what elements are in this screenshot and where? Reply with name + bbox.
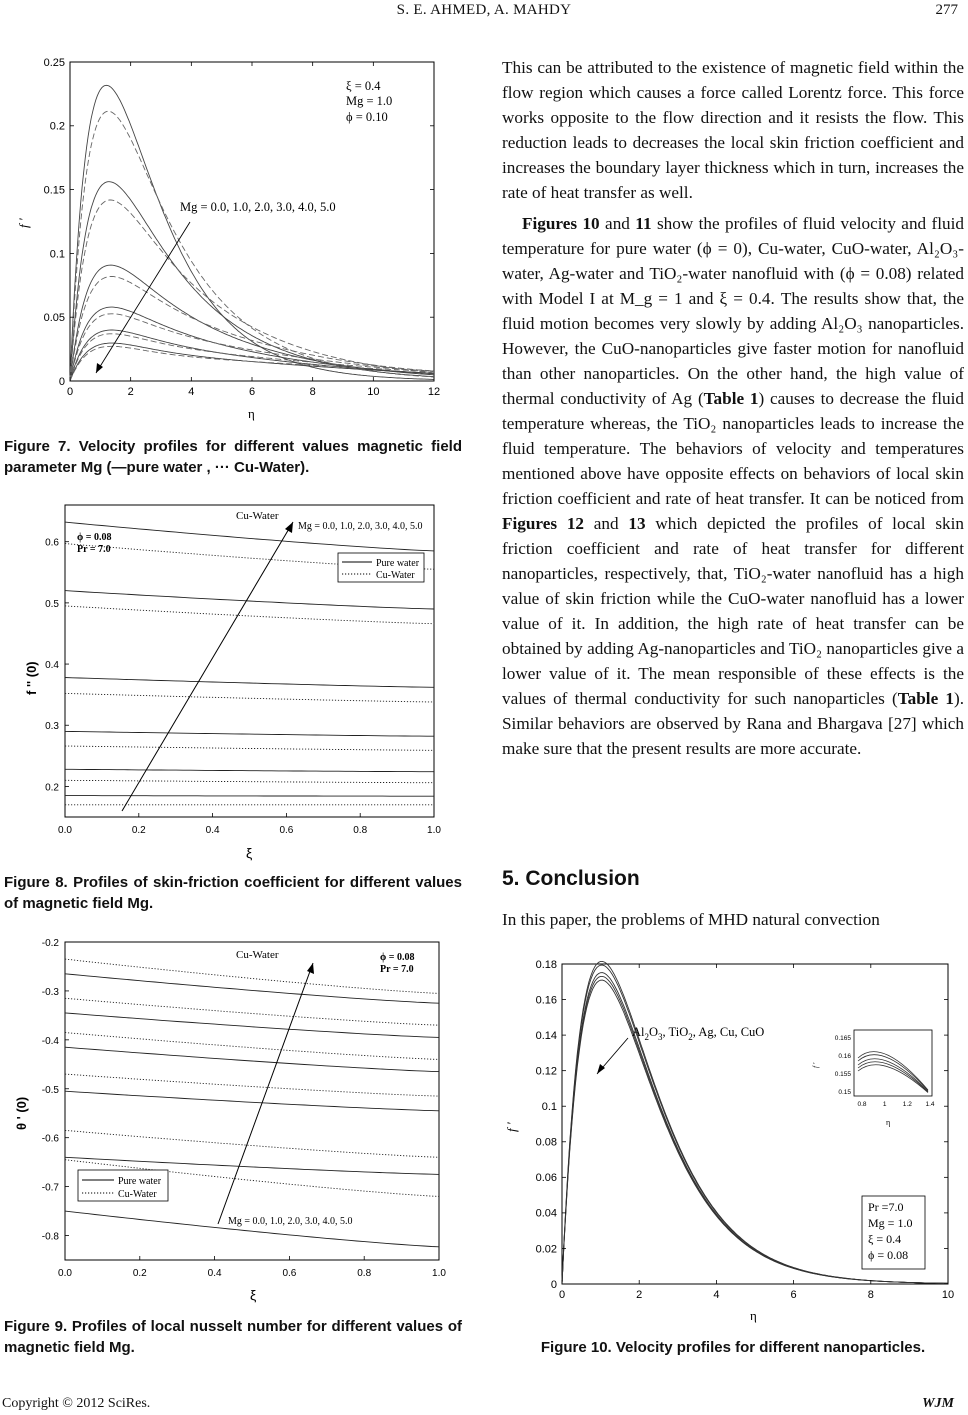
figure-10-plot xyxy=(500,950,966,1335)
fig10-param-1: Mg = 1.0 xyxy=(868,1216,913,1230)
page-number: 277 xyxy=(935,2,958,18)
inset-y-tick-label: 0.165 xyxy=(834,1035,851,1042)
inset-x-tick-label: 1.4 xyxy=(925,1101,935,1108)
fig7-curve-pure xyxy=(70,265,434,381)
x-tick-label: 0.8 xyxy=(357,1268,372,1279)
x-tick-label: 0.6 xyxy=(282,1268,297,1279)
inset-y-tick-label: 0.155 xyxy=(834,1071,851,1078)
x-tick-label: 2 xyxy=(127,386,134,398)
y-tick-label: 0.02 xyxy=(535,1243,557,1256)
x-tick-label: 0.6 xyxy=(279,825,294,836)
fig8-param-0: ϕ = 0.08 xyxy=(77,532,112,543)
x-tick-label: 1.0 xyxy=(427,825,441,836)
x-tick-label: 12 xyxy=(427,386,441,398)
y-tick-label: 0 xyxy=(58,375,65,388)
fig8-xlabel: ξ xyxy=(246,845,253,861)
inset-y-tick-label: 0.16 xyxy=(838,1053,851,1060)
paragraph-1: This can be attributed to the existence of magnetic field within the flow region which causes a force called Lorentz force. This force works opposite to the flow direction and it resists the flow. This reduction leads to decreases the local skin friction coefficient and increases the boundary layer thickness which in turn, increases the rate of heat transfer as well. xyxy=(502,58,964,202)
x-tick-label: 8 xyxy=(309,386,316,398)
x-tick-label: 0.2 xyxy=(132,1268,147,1279)
y-tick-label: -0.2 xyxy=(41,938,59,949)
fig7-curve-pure xyxy=(70,343,434,381)
y-tick-label: 0.15 xyxy=(43,184,65,197)
fig8-top-label: Cu-Water xyxy=(236,510,279,522)
y-tick-label: 0.12 xyxy=(535,1065,557,1078)
fig8-param-1: Pr = 7.0 xyxy=(77,544,111,555)
fig8-curve-pure xyxy=(65,731,434,736)
fig8-annotation: Mg = 0.0, 1.0, 2.0, 3.0, 4.0, 5.0 xyxy=(298,521,423,532)
fig9-annotation: Mg = 0.0, 1.0, 2.0, 3.0, 4.0, 5.0 xyxy=(228,1216,353,1227)
y-tick-label: -0.8 xyxy=(41,1231,59,1243)
x-tick-label: 0 xyxy=(558,1289,566,1301)
fig9-curve-cu xyxy=(65,1130,439,1157)
y-tick-label: 0.14 xyxy=(535,1029,557,1042)
y-tick-label: 0.2 xyxy=(49,120,65,133)
fig9-curve-pure xyxy=(65,974,439,1003)
fig8-curve-pure xyxy=(65,591,434,609)
fig7-curve-pure xyxy=(70,85,434,381)
conclusion-text: In this paper, the problems of MHD natural convection xyxy=(502,910,880,929)
x-tick-label: 10 xyxy=(367,386,380,398)
y-tick-label: -0.6 xyxy=(41,1133,59,1145)
fig8-curve-pure xyxy=(65,769,434,771)
body-text xyxy=(502,55,964,761)
fig10-param-2: ξ = 0.4 xyxy=(868,1232,902,1246)
fig10-xlabel: η xyxy=(750,1308,757,1323)
x-tick-label: 0.4 xyxy=(207,1268,222,1279)
fig8-curve-pure xyxy=(65,796,434,797)
x-tick-label: 6 xyxy=(248,386,256,398)
fig7-curve-pure xyxy=(70,330,434,381)
fig9-xlabel: ξ xyxy=(250,1287,257,1303)
x-tick-label: 6 xyxy=(790,1289,797,1301)
x-tick-label: 2 xyxy=(636,1289,643,1301)
fig10-ylabel: f ' xyxy=(504,1122,519,1132)
x-tick-label: 4 xyxy=(188,386,195,398)
fig9-curve-cu xyxy=(65,1074,439,1096)
inset-x-tick-label: 0.8 xyxy=(857,1101,867,1108)
fig8-legend xyxy=(338,553,424,582)
figure-9-caption: Figure 9. Profiles of local nusselt number for different values of magnetic field Mg. xyxy=(4,1318,462,1356)
y-tick-label: -0.7 xyxy=(41,1182,59,1194)
page-header xyxy=(0,2,968,22)
fig8-curve-cu xyxy=(65,606,434,624)
fig10-inset xyxy=(812,1030,935,1127)
figure-7-caption: Figure 7. Velocity profiles for different values magnetic field parameter Mg (—pure water , ··· Cu-Water). xyxy=(4,438,462,476)
fig10-inset-ylabel: f ' xyxy=(812,1062,820,1068)
x-tick-label: 0.0 xyxy=(58,825,72,836)
inset-x-tick-label: 1.2 xyxy=(902,1101,912,1108)
figure-7-plot xyxy=(10,50,480,430)
fig9-param-0: ϕ = 0.08 xyxy=(380,952,415,963)
x-tick-label: 10 xyxy=(941,1289,955,1301)
fig7-ylabel: f ' xyxy=(16,218,31,228)
y-tick-label: 0.06 xyxy=(535,1172,557,1185)
y-tick-label: 0.6 xyxy=(45,537,59,549)
fig7-param-0: ξ = 0.4 xyxy=(346,79,381,93)
y-tick-label: 0.4 xyxy=(45,660,59,672)
fig9-curve-cu xyxy=(65,998,439,1025)
fig9-arrowhead xyxy=(307,963,314,974)
inset-x-tick-label: 1 xyxy=(882,1101,887,1108)
fig8-curve-pure xyxy=(65,678,434,688)
fig10-param-0: Pr =7.0 xyxy=(868,1200,904,1214)
fig9-legend-0: Pure water xyxy=(118,1176,162,1187)
figure-8-caption: Figure 8. Profiles of skin-friction coefficient for different values of magnetic field Mg. xyxy=(4,874,462,912)
fig7-annotation: Mg = 0.0, 1.0, 2.0, 3.0, 4.0, 5.0 xyxy=(180,200,336,214)
fig8-ylabel: f '' (0) xyxy=(24,661,39,695)
fig8-curve-cu xyxy=(65,746,434,750)
fig9-ylabel: θ ' (0) xyxy=(14,1096,29,1130)
figure-8-plot xyxy=(10,495,480,870)
y-tick-label: -0.4 xyxy=(41,1035,59,1047)
fig8-arrow xyxy=(122,522,293,811)
y-tick-label: 0.04 xyxy=(535,1207,557,1220)
fig9-param-1: Pr = 7.0 xyxy=(380,964,414,975)
x-tick-label: 4 xyxy=(713,1289,720,1301)
x-tick-label: 1.0 xyxy=(432,1268,446,1279)
x-tick-label: 0.8 xyxy=(353,825,368,836)
fig7-param-2: ϕ = 0.10 xyxy=(346,110,388,124)
fig9-curve-pure xyxy=(65,1013,439,1038)
figure-9-plot xyxy=(10,930,480,1310)
y-tick-label: 0.3 xyxy=(45,721,59,733)
y-tick-label: 0.25 xyxy=(43,56,65,69)
x-tick-label: 0 xyxy=(66,386,74,398)
y-tick-label: 0.5 xyxy=(45,598,59,610)
y-tick-label: 0.16 xyxy=(535,994,557,1007)
x-tick-label: 0.4 xyxy=(205,825,220,836)
section-heading: 5. Conclusion xyxy=(502,867,640,890)
y-tick-label: 0.1 xyxy=(49,248,65,261)
y-tick-label: -0.5 xyxy=(41,1084,59,1096)
fig8-legend-0: Pure water xyxy=(376,558,420,569)
fig7-xlabel: η xyxy=(248,406,255,421)
y-tick-label: 0.2 xyxy=(45,782,59,794)
fig9-top-label: Cu-Water xyxy=(236,949,279,961)
fig7-arrowhead xyxy=(96,363,103,373)
fig8-curve-cu xyxy=(65,693,434,702)
inset-y-tick-label: 0.15 xyxy=(838,1089,851,1096)
fig8-curve-cu xyxy=(65,780,434,782)
fig10-param-3: ϕ = 0.08 xyxy=(868,1248,909,1262)
figure-10-caption: Figure 10. Velocity profiles for different nanoparticles. xyxy=(540,1339,926,1356)
paragraph-2: Figures 10 and 11 show the profiles of fluid velocity and fluid temperature for pure water (ϕ = 0), Cu-water, CuO-water, Al₂O₃-water, Ag-water and TiO₂-water nanofluid with (ϕ = 0.08) related with Model I at M_g = 1 and ξ = 0.4. The results show that, the fluid motion becomes very slowly by adding Al₂O₃ nanoparticles. However, the CuO-nanoparticles give faster motion for nanofluid than other nanoparticles. On the other hand, the high value of thermal conductivity of Ag (Table 1) causes to decrease the fluid temperature whereas, the TiO₂ nanoparticles leads to increase the fluid temperature. The behaviors of velocity and temperatures mentioned above have opposite effects on behaviors of local skin friction coefficient and rate of heat transfer. It can be noticed from Figures 12 and 13 which depicted the profiles of local skin friction coefficient and rate of heat transfer for different nanoparticles, respectively, that, TiO₂-water nanofluid has a high value of skin friction while the CuO-water nanofluid has a lower value of it. In addition, the high rate of heat transfer can be obtained by adding Ag-nanoparticles and TiO₂ nanoparticles give a lower value of it. The mean responsible of these effects is the values of thermal conductivity for such nanoparticles (Table 1). Similar behaviors are observed by Rana and Bhargava [27] which make sure that the present results are more accurate. xyxy=(502,214,965,758)
fig9-curve-cu xyxy=(65,1033,439,1060)
y-tick-label: 0.18 xyxy=(535,958,557,971)
fig9-legend-1: Cu-Water xyxy=(118,1189,157,1200)
x-tick-label: 0.2 xyxy=(131,825,146,836)
fig10-inset-xlabel: η xyxy=(886,1118,891,1127)
y-tick-label: 0.05 xyxy=(43,312,65,325)
fig8-legend-1: Cu-Water xyxy=(376,570,415,581)
fig7-curve-cu xyxy=(70,314,434,381)
y-tick-label: -0.3 xyxy=(41,986,59,998)
x-tick-label: 0.0 xyxy=(58,1268,72,1279)
fig10-annotation: $Al_2O_3$, TiO$_2$, Ag, Cu, CuO xyxy=(632,1025,765,1042)
fig10-params-box xyxy=(862,1196,925,1269)
fig9-legend xyxy=(78,1170,168,1201)
running-authors: S. E. AHMED, A. MAHDY xyxy=(396,2,572,18)
fig7-param-1: Mg = 1.0 xyxy=(346,94,393,108)
copyright: Copyright © 2012 SciRes. xyxy=(2,1396,151,1411)
y-tick-label: 0 xyxy=(550,1278,557,1291)
y-tick-label: 0.08 xyxy=(535,1136,557,1149)
fig8-arrowhead xyxy=(285,522,293,533)
fig7-curve-cu xyxy=(70,200,434,381)
y-tick-label: 0.1 xyxy=(541,1101,557,1114)
fig9-curve-pure xyxy=(65,1047,439,1071)
x-tick-label: 8 xyxy=(867,1289,874,1301)
journal-abbrev: WJM xyxy=(922,1396,954,1411)
